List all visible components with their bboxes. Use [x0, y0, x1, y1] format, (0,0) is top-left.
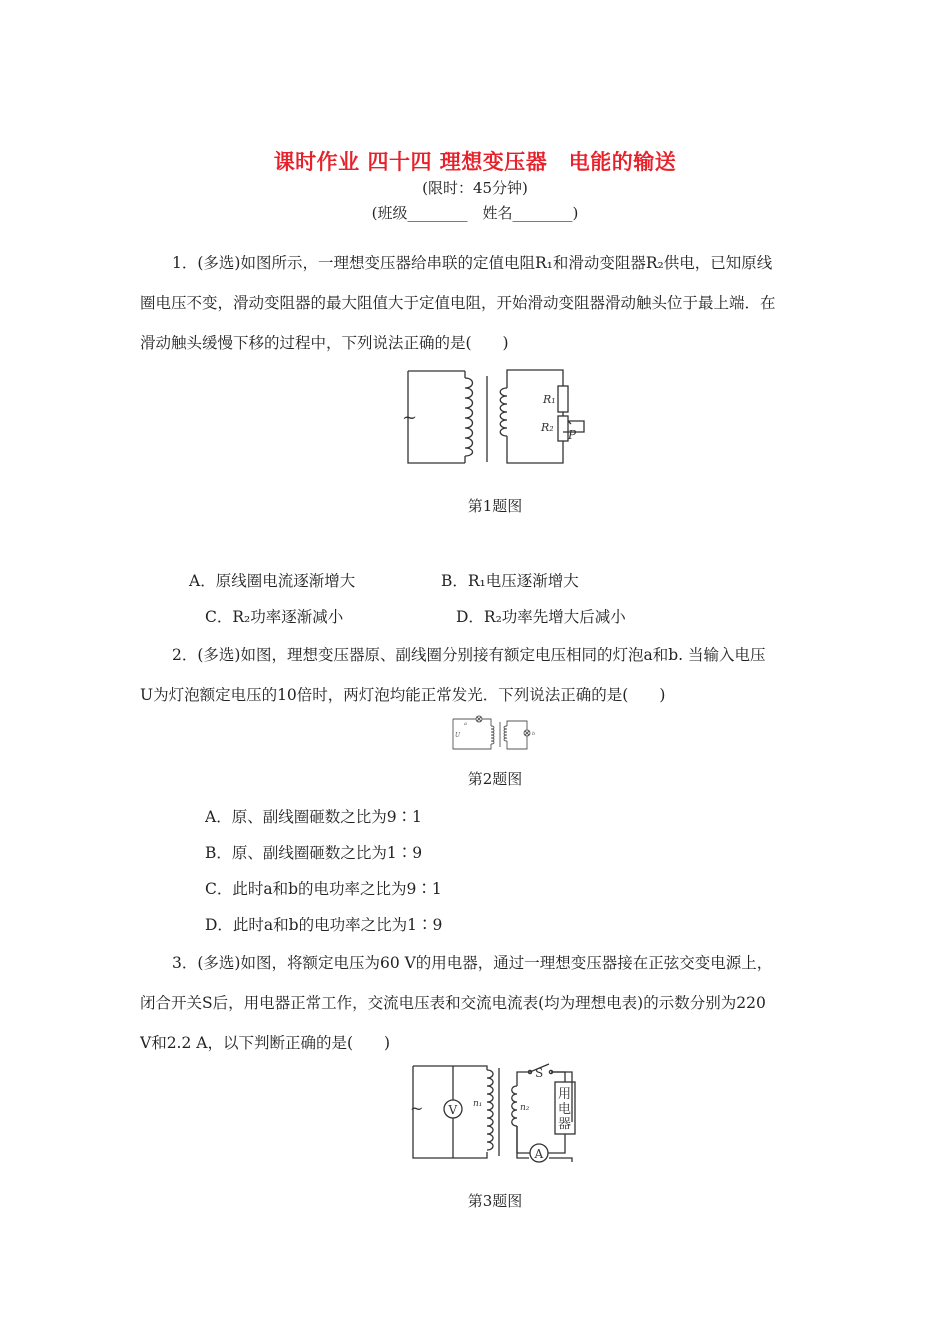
q1-caption: 第1题图 [467, 497, 523, 515]
q3-label-n1: n₁ [473, 1099, 483, 1109]
q2-circuit-figure [449, 716, 539, 754]
q3-line-2: 闭合开关S后，用电器正常工作，交流电压表和交流电流表(均为理想电表)的示数分别为220 [140, 994, 766, 1012]
q3-device-label-2: 电 [558, 1102, 572, 1117]
q2-caption: 第2题图 [467, 770, 523, 788]
q3-ammeter-label: A [534, 1147, 544, 1161]
q3-device-label-1: 用 [558, 1087, 572, 1102]
q3-line-3: V和2.2 A，以下判断正确的是( ) [140, 1034, 391, 1052]
time-limit: (限时：45分钟) [422, 179, 528, 197]
q1-line-2: 圈电压不变，滑动变阻器的最大阻值大于定值电阻，开始滑动变阻器滑动触头位于最上端．在 [140, 294, 776, 312]
q1-ac-source-symbol: ~ [402, 407, 418, 428]
q2-line-1: 2．(多选)如图，理想变压器原、副线圈分别接有额定电压相同的灯泡a和b. 当输入电压 [172, 646, 766, 664]
class-name-line: (班级________ 姓名________) [371, 204, 579, 222]
q2-line-2: U为灯泡额定电压的10倍时，两灯泡均能正常发光．下列说法正确的是( ) [140, 686, 666, 704]
q3-caption: 第3题图 [467, 1192, 523, 1210]
q1-option-d: D．R₂功率先增大后减小 [456, 608, 626, 626]
q1-circuit-figure [395, 366, 595, 468]
q2-option-d: D．此时a和b的电功率之比为1∶9 [205, 916, 443, 934]
q3-line-1: 3．(多选)如图，将额定电压为60 V的用电器，通过一理想变压器接在正弦交变电源上， [172, 954, 773, 972]
q1-option-a: A．原线圈电流逐渐增大 [189, 572, 356, 590]
q2-option-b: B．原、副线圈砸数之比为1∶9 [205, 844, 423, 862]
page-title: 课时作业 四十四 理想变压器 电能的输送 [273, 149, 677, 174]
q3-switch-label: S [535, 1066, 544, 1080]
q1-label-p: P [568, 428, 577, 442]
q1-line-3: 滑动触头缓慢下移的过程中，下列说法正确的是( ) [140, 334, 509, 352]
q3-circuit-figure [405, 1060, 590, 1166]
q1-option-b: B．R₁电压逐渐增大 [441, 572, 579, 590]
q1-label-r1: R₁ [543, 393, 556, 406]
q1-line-1: 1．(多选)如图所示，一理想变压器给串联的定值电阻R₁和滑动变阻器R₂供电，已知原线 [172, 254, 773, 272]
q1-option-c: C．R₂功率逐渐减小 [205, 608, 344, 626]
q1-label-r2: R₂ [541, 421, 554, 434]
q2-label-u: U [455, 732, 461, 739]
q3-label-n2: n₂ [520, 1103, 530, 1113]
q2-option-c: C．此时a和b的电功率之比为9∶1 [205, 880, 442, 898]
q2-label-b: b [532, 731, 536, 737]
q3-ac-source-symbol: ~ [410, 1099, 424, 1118]
q2-label-a: a [464, 721, 467, 727]
q2-option-a: A．原、副线圈砸数之比为9∶1 [205, 808, 422, 826]
q3-voltmeter-label: V [448, 1103, 458, 1117]
q3-device-label-3: 器 [558, 1117, 572, 1132]
